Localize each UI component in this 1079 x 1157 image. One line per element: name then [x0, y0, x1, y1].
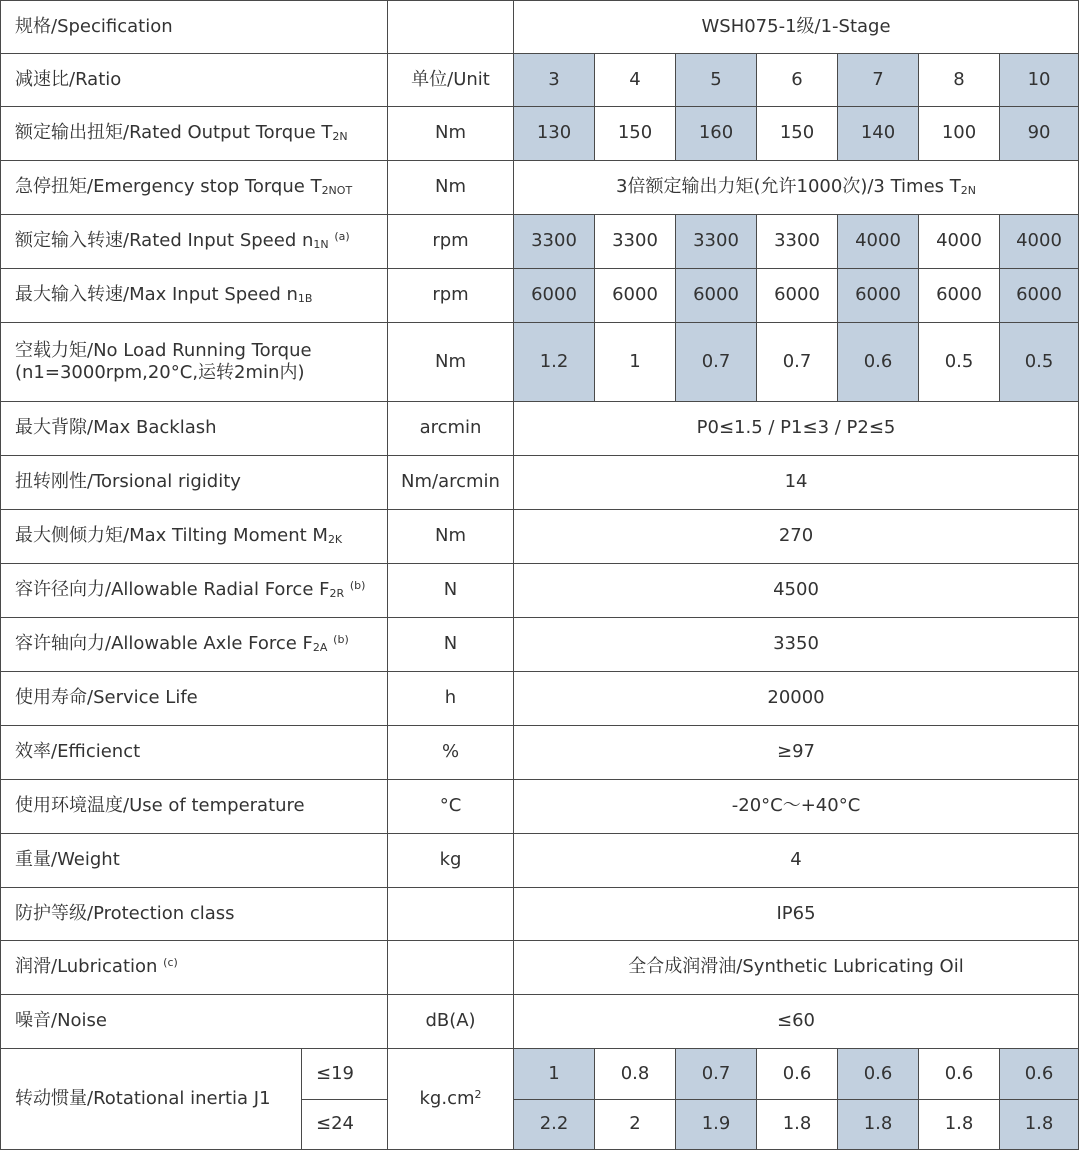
row-rated-torque: [1, 107, 1079, 161]
inertia-cell: 2.2: [514, 1100, 595, 1150]
row-service-life: [1, 672, 1079, 726]
label-subscript: 2R: [329, 587, 345, 601]
max-speed-cell: 6000: [595, 269, 676, 323]
label-weight: 重量/Weight: [1, 834, 388, 888]
label-service-life: 使用寿命/Service Life: [1, 672, 388, 726]
unit-noise: dB(A): [388, 995, 514, 1049]
row-backlash: [1, 402, 1079, 456]
label-text: 急停扭矩/Emergency stop Torque T: [15, 176, 322, 198]
label-line: 空载力矩/No Load Running Torque: [15, 339, 312, 361]
value-subscript: 2N: [960, 184, 976, 198]
label-text: 最大输入转速/Max Input Speed n: [15, 284, 298, 306]
label-efficiency: 效率/Efficienct: [1, 726, 388, 780]
inertia-cell: 0.8: [595, 1049, 676, 1100]
row-weight: [1, 834, 1079, 888]
rated-speed-cell: 4000: [838, 215, 919, 269]
inertia-cell: 0.6: [757, 1049, 838, 1100]
max-speed-cell: 6000: [676, 269, 757, 323]
value-rigidity: 14: [514, 456, 1079, 510]
value-radial-force: 4500: [514, 564, 1079, 618]
rated-speed-cell: 4000: [1000, 215, 1079, 269]
row-rated-speed: [1, 215, 1079, 269]
label-text: 额定输出扭矩/Rated Output Torque T: [15, 122, 333, 144]
ratio-cell: 5: [676, 54, 757, 107]
max-speed-cell: 6000: [1000, 269, 1079, 323]
value-service-life: 20000: [514, 672, 1079, 726]
row-specification: [1, 1, 1079, 54]
label-rated-speed: [1, 215, 388, 269]
rated-torque-cell: 130: [514, 107, 595, 161]
label-emergency-torque: [1, 161, 388, 215]
rated-speed-cell: 3300: [595, 215, 676, 269]
unit-max-speed: rpm: [388, 269, 514, 323]
label-temperature: 使用环境温度/Use of temperature: [1, 780, 388, 834]
unit-efficiency: %: [388, 726, 514, 780]
value-temperature: -20°C～+40°C: [514, 780, 1079, 834]
value-text: 3倍额定输出力矩(允许1000次)/3 Times T: [616, 176, 961, 198]
unit-axial-force: N: [388, 618, 514, 672]
footnote-mark: (b): [349, 579, 366, 593]
max-speed-cell: 6000: [838, 269, 919, 323]
unit-backlash: arcmin: [388, 402, 514, 456]
value-tilting: 270: [514, 510, 1079, 564]
label-text: 容许轴向力/Allowable Axle Force F: [15, 633, 313, 655]
no-load-cell: 1.2: [514, 323, 595, 402]
label-noise: 噪音/Noise: [1, 995, 388, 1049]
unit-superscript: 2: [474, 1087, 482, 1101]
value-lubrication: 全合成润滑油/Synthetic Lubricating Oil: [514, 941, 1079, 995]
label-subscript: 1N: [313, 238, 329, 252]
label-protection: 防护等级/Protection class: [1, 888, 388, 941]
inertia-cell: 0.6: [1000, 1049, 1079, 1100]
ratio-cell: 10: [1000, 54, 1079, 107]
label-rated-torque: [1, 107, 388, 161]
row-noise: [1, 995, 1079, 1049]
ratio-cell: 4: [595, 54, 676, 107]
unit-rated-speed: rpm: [388, 215, 514, 269]
footnote-mark: (a): [334, 230, 350, 244]
max-speed-cell: 6000: [514, 269, 595, 323]
no-load-cell: 0.7: [757, 323, 838, 402]
value-backlash: P0≤1.5 / P1≤3 / P2≤5: [514, 402, 1079, 456]
rated-torque-cell: 160: [676, 107, 757, 161]
value-noise: ≤60: [514, 995, 1079, 1049]
label-subscript: 2NOT: [321, 184, 353, 198]
no-load-cell: 0.6: [838, 323, 919, 402]
value-weight: 4: [514, 834, 1079, 888]
rated-torque-cell: 100: [919, 107, 1000, 161]
rated-speed-cell: 3300: [757, 215, 838, 269]
row-lubrication: [1, 941, 1079, 995]
label-text: 最大侧倾力矩/Max Tilting Moment M: [15, 525, 328, 547]
value-specification: WSH075-1级/1-Stage: [514, 1, 1079, 54]
rated-torque-cell: 90: [1000, 107, 1079, 161]
inertia-cell: 1: [514, 1049, 595, 1100]
value-axial-force: 3350: [514, 618, 1079, 672]
unit-service-life: h: [388, 672, 514, 726]
unit-no-load-torque: Nm: [388, 323, 514, 402]
row-inertia-19: [1, 1049, 1079, 1100]
value-protection: IP65: [514, 888, 1079, 941]
rated-speed-cell: 4000: [919, 215, 1000, 269]
footnote-mark: (b): [333, 633, 349, 647]
label-subscript: 2A: [312, 641, 328, 655]
unit-text: kg.cm: [419, 1087, 475, 1109]
ratio-cell: 3: [514, 54, 595, 107]
rated-torque-cell: 150: [757, 107, 838, 161]
rated-speed-cell: 3300: [514, 215, 595, 269]
label-lubrication: [1, 941, 388, 995]
unit-emergency-torque: Nm: [388, 161, 514, 215]
row-protection: [1, 888, 1079, 941]
unit-specification: [388, 1, 514, 54]
ratio-cell: 6: [757, 54, 838, 107]
label-text: 容许径向力/Allowable Radial Force F: [15, 579, 330, 601]
unit-tilting: Nm: [388, 510, 514, 564]
label-rigidity: 扭转刚性/Torsional rigidity: [1, 456, 388, 510]
inertia-cell: 0.6: [919, 1049, 1000, 1100]
row-rigidity: [1, 456, 1079, 510]
no-load-cell: 0.5: [919, 323, 1000, 402]
rated-torque-cell: 140: [838, 107, 919, 161]
label-no-load-torque: [1, 323, 388, 402]
unit-lubrication: [388, 941, 514, 995]
footnote-mark: (c): [163, 956, 178, 970]
no-load-cell: 1: [595, 323, 676, 402]
label-max-speed: [1, 269, 388, 323]
label-text: 润滑/Lubrication: [15, 956, 158, 978]
unit-protection: [388, 888, 514, 941]
label-backlash: 最大背隙/Max Backlash: [1, 402, 388, 456]
unit-radial-force: N: [388, 564, 514, 618]
inertia-cell: 1.9: [676, 1100, 757, 1150]
value-efficiency: ≥97: [514, 726, 1079, 780]
inertia-cell: 1.8: [838, 1100, 919, 1150]
label-subscript: 1B: [297, 292, 313, 306]
inertia-cell: 0.6: [838, 1049, 919, 1100]
unit-rigidity: Nm/arcmin: [388, 456, 514, 510]
row-axial-force: [1, 618, 1079, 672]
row-efficiency: [1, 726, 1079, 780]
no-load-cell: 0.5: [1000, 323, 1079, 402]
unit-weight: kg: [388, 834, 514, 888]
inertia-cell: 1.8: [919, 1100, 1000, 1150]
label-ratio: 减速比/Ratio: [1, 54, 388, 107]
row-emergency-torque: [1, 161, 1079, 215]
label-axial-force: [1, 618, 388, 672]
label-subscript: 2K: [327, 533, 343, 547]
rated-speed-cell: 3300: [676, 215, 757, 269]
unit-inertia: [388, 1049, 514, 1150]
label-tilting: [1, 510, 388, 564]
no-load-cell: 0.7: [676, 323, 757, 402]
unit-rated-torque: Nm: [388, 107, 514, 161]
label-subscript: 2N: [332, 130, 348, 144]
inertia-cell: 1.8: [757, 1100, 838, 1150]
row-no-load-torque: [1, 323, 1079, 402]
row-radial-force: [1, 564, 1079, 618]
label-inertia: 转动惯量/Rotational inertia J1: [1, 1049, 302, 1150]
max-speed-cell: 6000: [919, 269, 1000, 323]
inertia-cell: 2: [595, 1100, 676, 1150]
label-line: (n1=3000rpm,20°C,运转2min内): [15, 362, 305, 383]
label-text: 额定输入转速/Rated Input Speed n: [15, 230, 314, 252]
inertia-bore-label: ≤24: [302, 1100, 388, 1150]
row-max-speed: [1, 269, 1079, 323]
unit-temperature: °C: [388, 780, 514, 834]
row-temperature: [1, 780, 1079, 834]
label-radial-force: [1, 564, 388, 618]
inertia-cell: 1.8: [1000, 1100, 1079, 1150]
value-emergency-torque: [514, 161, 1079, 215]
inertia-cell: 0.7: [676, 1049, 757, 1100]
inertia-bore-label: ≤19: [302, 1049, 388, 1100]
unit-ratio: 单位/Unit: [388, 54, 514, 107]
ratio-cell: 7: [838, 54, 919, 107]
label-specification: 规格/Specification: [1, 1, 388, 54]
ratio-cell: 8: [919, 54, 1000, 107]
row-ratio: [1, 54, 1079, 107]
rated-torque-cell: 150: [595, 107, 676, 161]
row-tilting: [1, 510, 1079, 564]
max-speed-cell: 6000: [757, 269, 838, 323]
